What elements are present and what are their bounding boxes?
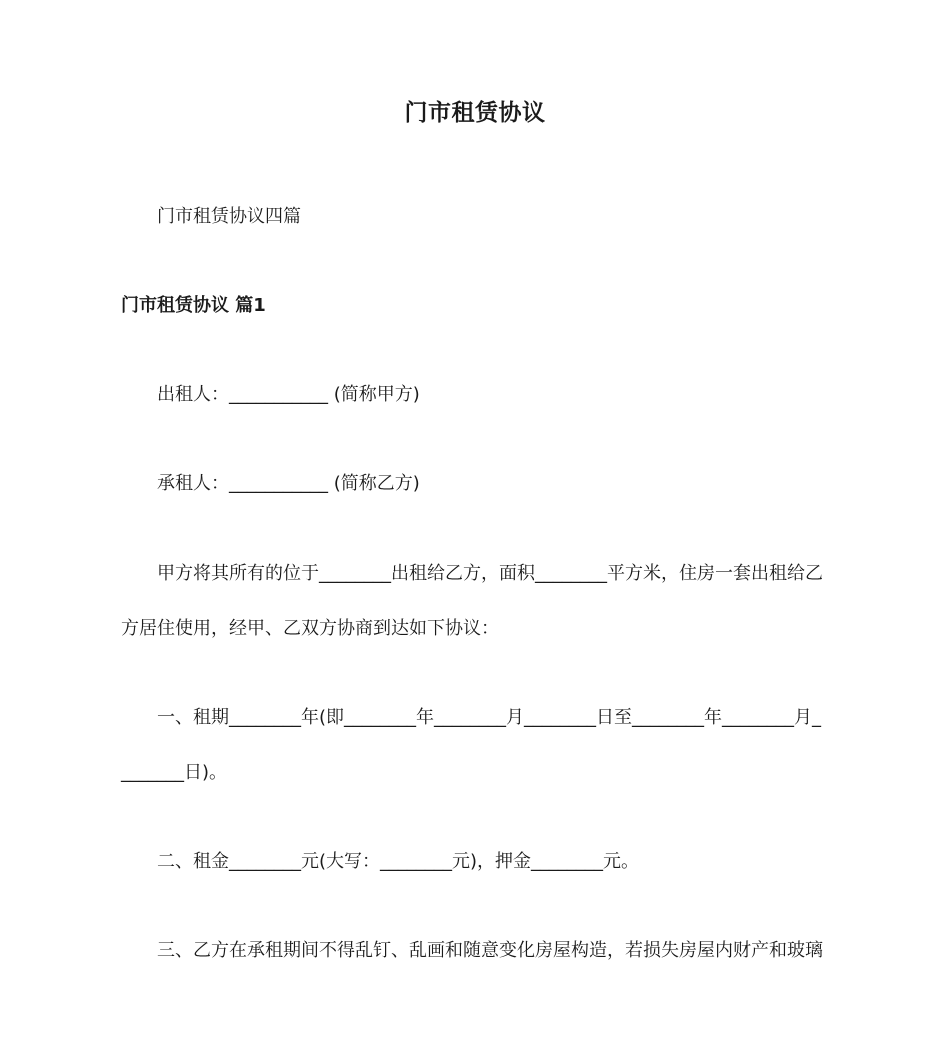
document-title: 门市租赁协议: [404, 100, 546, 126]
section-heading: 门市租赁协议 篇1: [121, 295, 266, 316]
document-subtitle: 门市租赁协议四篇: [157, 206, 301, 227]
lessor-line: 出租人：___________ (简称甲方): [157, 384, 420, 405]
intro-paragraph-line-2: 方居住使用，经甲、乙双方协商到达如下协议：: [121, 618, 499, 639]
intro-paragraph-line-1: 甲方将其所有的位于________出租给乙方，面积________平方米，住房一套出租给乙: [157, 563, 823, 584]
clause-rent-line: 二、租金________元(大写：________元)，押金________元。: [157, 851, 640, 872]
clause-three-line-1: 三、乙方在承租期间不得乱钉、乱画和随意变化房屋构造，若损失房屋内财产和玻璃: [157, 940, 823, 961]
clause-term-line-1: 一、租期________年(即________年________月________日至________年________月_: [157, 707, 822, 728]
clause-term-line-2: _______日)。: [121, 762, 228, 783]
lessee-line: 承租人：___________ (简称乙方): [157, 473, 420, 494]
